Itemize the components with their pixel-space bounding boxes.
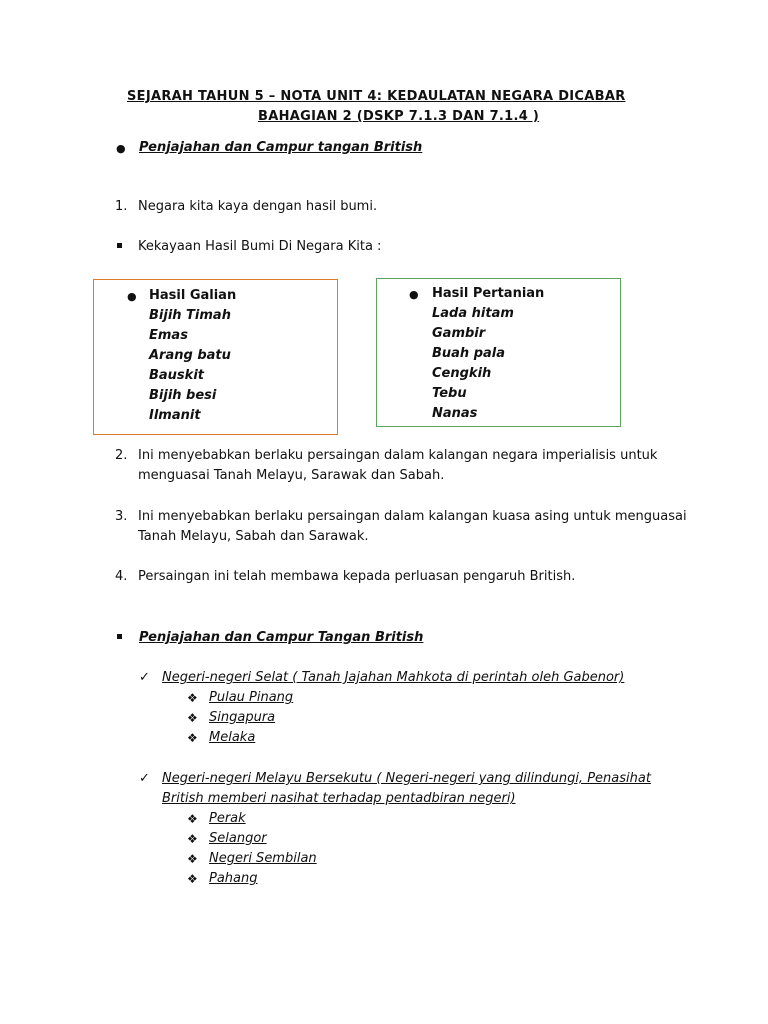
point4-text: Persaingan ini telah membawa kepada perluasan pengaruh British. xyxy=(138,569,576,584)
selat-item: Singapura xyxy=(209,710,276,725)
point3-line1: Ini menyebabkan berlaku persaingan dalam kalangan kuasa asing untuk menguasai xyxy=(138,509,687,524)
section1-bullet: ● xyxy=(116,142,126,155)
diamond-bullet-icon: ❖ xyxy=(187,872,198,886)
bersekutu-item: Selangor xyxy=(209,831,267,846)
diamond-bullet-icon: ❖ xyxy=(187,691,198,705)
check-icon: ✓ xyxy=(139,670,150,685)
section2-heading: Penjajahan dan Campur Tangan British xyxy=(139,630,424,645)
list-item: Bijih Timah xyxy=(149,308,231,323)
list-item: Bijih besi xyxy=(149,388,217,403)
kekayaan-heading: Kekayaan Hasil Bumi Di Negara Kita : xyxy=(138,239,382,254)
list-item: Emas xyxy=(149,328,188,343)
bersekutu-heading-line2: British memberi nasihat terhadap pentadbiran negeri) xyxy=(162,791,516,806)
list-item: Buah pala xyxy=(432,346,506,361)
list-item: Gambir xyxy=(432,326,486,341)
selat-item: Pulau Pinang xyxy=(209,690,294,705)
hasil-galian-bullet: ● xyxy=(127,290,137,303)
list-item: Lada hitam xyxy=(432,306,514,321)
section1-heading: Penjajahan dan Campur tangan British xyxy=(139,140,423,155)
point3-number: 3. xyxy=(115,509,128,524)
bersekutu-item: Negeri Sembilan xyxy=(209,851,317,866)
diamond-bullet-icon: ❖ xyxy=(187,852,198,866)
point1-text: Negara kita kaya dengan hasil bumi. xyxy=(138,199,378,214)
document-title-line2: BAHAGIAN 2 (DSKP 7.1.3 DAN 7.1.4 ) xyxy=(258,109,540,124)
selat-heading: Negeri-negeri Selat ( Tanah Jajahan Mahkota di perintah oleh Gabenor) xyxy=(162,670,625,685)
diamond-bullet-icon: ❖ xyxy=(187,832,198,846)
list-item: Arang batu xyxy=(149,348,231,363)
bersekutu-item: Pahang xyxy=(209,871,258,886)
square-bullet xyxy=(117,634,122,639)
point1-number: 1. xyxy=(115,199,128,214)
square-bullet xyxy=(117,243,122,248)
hasil-galian-list xyxy=(149,286,236,426)
check-icon: ✓ xyxy=(139,771,150,786)
document-title-line1: SEJARAH TAHUN 5 – NOTA UNIT 4: KEDAULATAN NEGARA DICABAR xyxy=(127,89,626,104)
hasil-pertanian-title: Hasil Pertanian xyxy=(432,286,545,301)
diamond-bullet-icon: ❖ xyxy=(187,711,198,725)
list-item: Bauskit xyxy=(149,368,204,383)
selat-item: Melaka xyxy=(209,730,256,745)
point3-line2: Tanah Melayu, Sabah dan Sarawak. xyxy=(138,529,369,544)
diamond-bullet-icon: ❖ xyxy=(187,731,198,745)
point2-line2: menguasai Tanah Melayu, Sarawak dan Sabah. xyxy=(138,468,445,483)
hasil-galian-title: Hasil Galian xyxy=(149,288,237,303)
hasil-pertanian-bullet: ● xyxy=(409,288,419,301)
point2-number: 2. xyxy=(115,448,128,463)
point4-number: 4. xyxy=(115,569,128,584)
bersekutu-heading-line1: Negeri-negeri Melayu Bersekutu ( Negeri-negeri yang dilindungi, Penasihat xyxy=(162,771,651,786)
bersekutu-item: Perak xyxy=(209,811,246,826)
list-item: Nanas xyxy=(432,406,478,421)
list-item: Cengkih xyxy=(432,366,492,381)
list-item: Tebu xyxy=(432,386,467,401)
list-item: Ilmanit xyxy=(149,408,201,423)
hasil-pertanian-list xyxy=(432,284,544,424)
point2-line1: Ini menyebabkan berlaku persaingan dalam kalangan negara imperialisis untuk xyxy=(138,448,658,463)
diamond-bullet-icon: ❖ xyxy=(187,812,198,826)
